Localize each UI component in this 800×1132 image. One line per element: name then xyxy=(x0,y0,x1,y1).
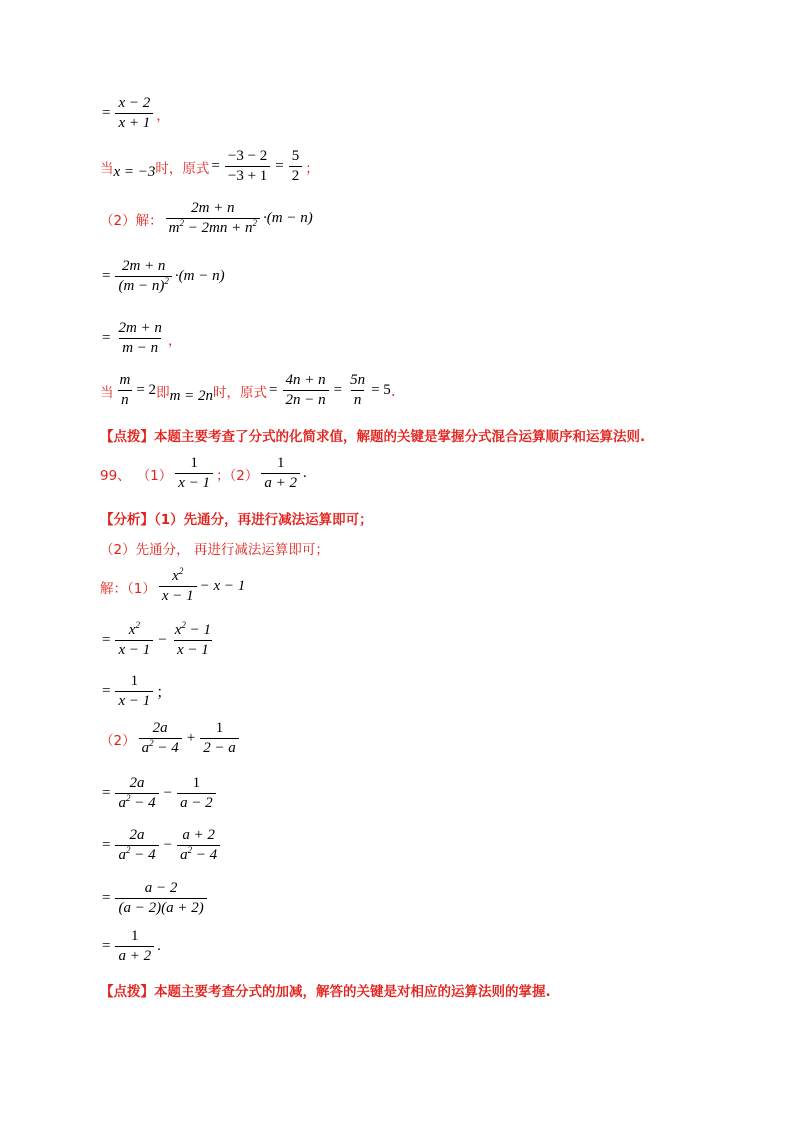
multiplier: ·(m − n) xyxy=(263,210,313,226)
solution-label: 解：（1） xyxy=(100,580,156,597)
part-label: ；（2） xyxy=(216,467,259,484)
step-line-2 xyxy=(100,258,225,295)
punctuation: ， xyxy=(167,332,182,349)
equals: = xyxy=(102,330,111,346)
fraction: $\frac{2a}{a^2 - 4}$ xyxy=(139,720,182,757)
step-line-7 xyxy=(100,827,223,864)
fraction: $\frac{x - 2}{x + 1}$ xyxy=(115,95,153,132)
fraction: $\frac{5n}{n}$ xyxy=(350,372,366,408)
fraction: $\frac{-3 - 2}{-3 + 1}$ xyxy=(225,148,270,185)
substitution-line-2 xyxy=(100,372,396,409)
expression-tail: − x − 1 xyxy=(199,578,246,594)
part-label: （2） xyxy=(100,732,136,749)
part-label: （1） xyxy=(136,467,173,484)
punctuation: . xyxy=(390,381,396,400)
punctuation: ； xyxy=(156,685,172,701)
step-line-4 xyxy=(100,622,217,659)
fraction: $\frac{2m + n}{m^2 - 2mn + n^2}$ xyxy=(166,200,260,237)
part-label: （2）解： xyxy=(100,212,163,229)
minus: − xyxy=(158,632,167,648)
fraction: $\frac{2a}{a^2 - 4}$ xyxy=(115,775,158,812)
solution-part1 xyxy=(100,568,245,605)
fraction: $\frac{1}{a - 2}$ xyxy=(177,775,216,812)
label-when: 当 xyxy=(100,160,114,177)
step-line-9 xyxy=(100,928,161,965)
condition: m = 2n xyxy=(169,388,214,404)
question-number: 99、 xyxy=(100,467,131,484)
equals: = xyxy=(102,837,111,853)
fraction: $\frac{1}{2 - a}$ xyxy=(200,720,239,757)
part2-start xyxy=(100,200,313,237)
step-line-8 xyxy=(100,880,210,917)
fraction: $\frac{a + 2}{a^2 - 4}$ xyxy=(177,827,220,864)
punctuation: ， xyxy=(156,107,170,124)
label-when: 当 xyxy=(100,384,114,401)
label-original: 时，原式 xyxy=(213,384,268,401)
result: = 5 xyxy=(371,382,391,398)
tip-paragraph-2: 【点拨】本题主要考查分式的加减，解答的关键是对相应的运算法则的掌握. xyxy=(100,984,551,1000)
equals: = xyxy=(333,382,343,398)
equals: = xyxy=(102,632,111,648)
fraction: $\frac{1}{x - 1}$ xyxy=(175,455,213,492)
condition: x = −3 xyxy=(113,164,156,180)
fraction: $\frac{x^2 - 1}{x - 1}$ xyxy=(174,620,212,658)
solution-part2 xyxy=(100,720,242,757)
fraction: $\frac{4n + n}{2n - n}$ xyxy=(283,372,329,409)
equals: = xyxy=(102,938,111,954)
analysis-paragraph: 【分析】（1）先通分，再进行减法运算即可； xyxy=(100,512,373,528)
equals: = xyxy=(269,382,278,398)
substitution-line-1 xyxy=(100,148,319,185)
fraction: $\frac{1}{x - 1}$ xyxy=(115,673,153,710)
multiplier: ·(m − n) xyxy=(174,268,225,284)
fraction: $\frac{1}{a + 2}$ xyxy=(261,455,300,492)
equals: = xyxy=(102,785,111,801)
tip-paragraph-1: 【点拨】本题主要考查了分式的化简求值，解题的关键是掌握分式混合运算顺序和运算法则. xyxy=(100,429,646,445)
equals: = xyxy=(102,105,111,121)
step-line-5 xyxy=(100,673,171,710)
equals: = xyxy=(102,683,111,699)
fraction: $\frac{a - 2}{(a - 2)(a + 2)}$ xyxy=(115,880,206,917)
fraction: $\frac{2m + n}{m - n}$ xyxy=(118,320,162,356)
equals: = xyxy=(275,158,284,174)
fraction: $\frac{x^2}{x - 1}$ xyxy=(159,568,197,605)
label-namely: 即 xyxy=(156,384,170,401)
answer-99 xyxy=(100,455,307,492)
plus: + xyxy=(186,730,196,746)
equals: = xyxy=(102,268,111,284)
step-line-6 xyxy=(100,775,219,812)
fraction: $\frac{2a}{a^2 - 4}$ xyxy=(115,827,158,864)
equals: = xyxy=(102,890,111,906)
step-line-3 xyxy=(100,320,181,357)
step-line-1 xyxy=(100,95,170,132)
condition-value: = 2 xyxy=(136,382,157,398)
fraction: $\frac{2m + n}{(m - n)^2}$ xyxy=(115,258,171,295)
fraction: $\frac{1}{a + 2}$ xyxy=(115,928,154,965)
equals: = xyxy=(211,158,220,174)
fraction: $\frac{m}{n}$ xyxy=(119,372,131,408)
punctuation: . xyxy=(303,465,307,481)
minus: − xyxy=(163,785,173,801)
analysis-paragraph-2: （2）先通分， 再进行减法运算即可； xyxy=(100,542,329,558)
fraction: $\frac{5}{2}$ xyxy=(289,148,303,185)
punctuation: ； xyxy=(305,160,319,177)
label-original: 时，原式 xyxy=(155,160,210,177)
minus: − xyxy=(163,837,173,853)
fraction: $\frac{x^2}{x - 1}$ xyxy=(115,622,153,659)
punctuation: . xyxy=(157,938,161,954)
